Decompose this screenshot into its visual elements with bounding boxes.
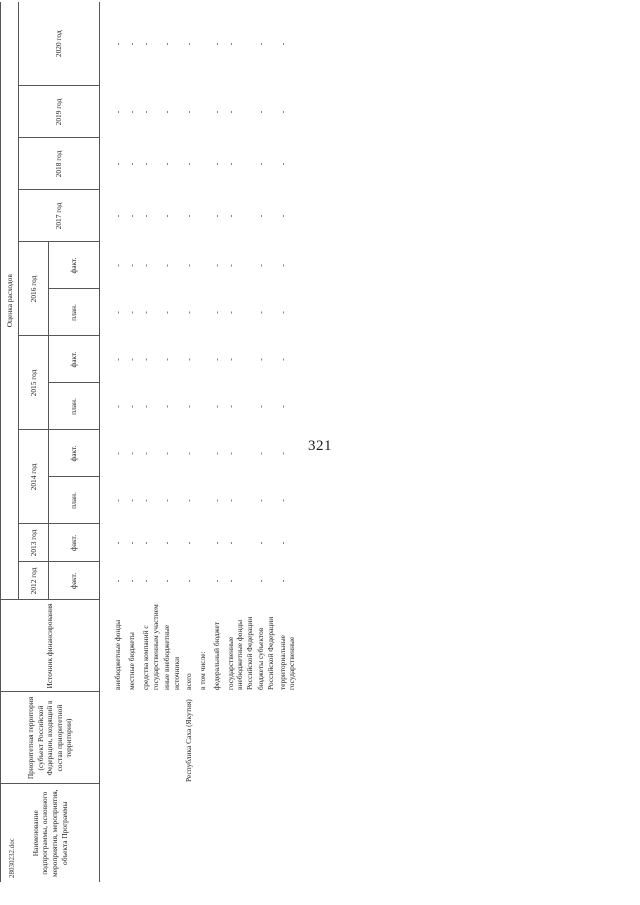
cell-value: - [113,162,122,166]
cell-value [197,289,211,336]
cell-value: - [113,579,122,583]
cell-value: - [113,358,122,361]
expenditure-estimate-table [0,2,298,882]
cell-program-name [140,784,161,882]
cell-program-name [112,784,126,882]
cell-value: - [256,452,266,455]
cell-value: - [277,358,287,361]
rotated-table-container [0,2,582,882]
table-row [211,2,225,882]
cell-value: - [256,214,266,218]
cell-value: - [256,311,266,314]
cell-value: - [256,42,266,46]
cell-value: - [211,311,221,314]
header-2015-plan: план. [49,383,100,430]
cell-value: - [277,214,287,218]
cell-value: - [141,579,150,583]
cell-value: - [225,405,235,408]
cell-value: - [162,42,172,46]
header-2016-plan: план. [49,289,100,336]
cell-value: - [183,214,193,218]
table-row [112,2,126,882]
header-year-2017: 2017 год [19,190,100,242]
cell-value [197,2,211,86]
cell-value: - [162,452,172,455]
header-program-name: Наименование подпрограммы, основного мероприятия, мероприятия, объекта Программы [1,784,100,882]
cell-value: - [277,162,287,166]
cell-value: - [183,311,193,314]
cell-value: - [141,214,150,218]
header-year-2015: 2015 год [19,336,49,430]
table-row [161,2,182,882]
cell-value [197,86,211,138]
table-header [1,2,100,882]
cell-value: - [211,452,221,455]
cell-value: - [211,42,221,46]
cell-priority-territory [197,692,211,784]
cell-value: - [162,311,172,314]
table-row [225,2,256,882]
cell-priority-territory [140,692,161,784]
cell-value [197,430,211,477]
cell-program-name [161,784,182,882]
cell-value: - [211,541,221,545]
cell-value: - [162,110,172,114]
cell-value: - [127,311,136,314]
cell-value: - [211,162,221,166]
header-2013-fact: факт. [49,524,100,562]
cell-value: - [225,110,235,114]
cell-value: - [183,264,193,267]
cell-value: - [141,264,150,267]
cell-value: - [113,311,122,314]
cell-value: - [211,110,221,114]
cell-value: - [256,162,266,166]
cell-value [197,138,211,190]
cell-funding-source: территориальные государственные [277,635,297,690]
cell-value: - [183,405,193,408]
cell-value: - [211,264,221,267]
cell-value: - [277,541,287,545]
cell-value: - [127,579,136,583]
cell-program-name [277,784,298,882]
cell-priority-territory [211,692,225,784]
cell-value: - [225,42,235,46]
cell-value: - [277,264,287,267]
cell-value: - [141,405,150,408]
header-2014-fact: факт. [49,430,100,477]
table-body [100,2,298,882]
cell-value: - [183,541,193,545]
cell-value: - [211,499,221,502]
header-expenditure-estimate: Оценка расходов [1,2,19,600]
cell-value: - [277,579,287,583]
cell-value: - [127,499,136,502]
cell-value: - [225,452,235,455]
cell-value: - [183,452,193,455]
cell-funding-source: бюджеты субъектов Российской Федерации [256,616,275,690]
table-row [140,2,161,882]
cell-priority-territory [161,692,182,784]
cell-value: - [113,452,122,455]
cell-value: - [127,42,136,46]
cell-value: - [183,499,193,502]
cell-value: - [127,162,136,166]
cell-value: - [162,214,172,218]
cell-value: - [141,42,150,46]
header-year-2020: 2020 год [19,2,100,86]
cell-value: - [256,264,266,267]
table-row [126,2,140,882]
cell-value: - [113,405,122,408]
cell-value: - [141,452,150,455]
cell-funding-source: внебюджетные фонды [113,619,122,690]
cell-value: - [127,541,136,545]
cell-value: - [277,42,287,46]
cell-value: - [256,499,266,502]
header-2016-fact: факт. [49,242,100,289]
cell-priority-territory [112,692,126,784]
cell-value: - [256,110,266,114]
header-year-2016: 2016 год [19,242,49,336]
cell-value: - [113,214,122,218]
cell-value: - [162,264,172,267]
cell-value: - [211,579,221,583]
cell-value [197,524,211,562]
cell-value: - [141,162,150,166]
cell-value: - [127,358,136,361]
cell-value [197,383,211,430]
cell-value: - [225,311,235,314]
cell-value: - [211,358,221,361]
cell-value: - [225,358,235,361]
cell-program-name [183,784,197,882]
cell-priority-territory [277,692,298,784]
cell-funding-source: федеральный бюджет [211,621,221,690]
cell-value: - [113,264,122,267]
cell-value: - [256,405,266,408]
cell-value: - [127,264,136,267]
spacer-row [100,2,113,882]
header-funding-source: Источник финансирования [1,600,100,692]
cell-value: - [183,579,193,583]
cell-value: - [256,358,266,361]
cell-value: - [162,579,172,583]
cell-value: - [141,110,150,114]
cell-value [197,562,211,600]
spacer-cell [100,2,113,882]
header-year-2013: 2013 год [19,524,49,562]
cell-value: - [225,162,235,166]
cell-value: - [113,541,122,545]
cell-value: - [113,499,122,502]
header-year-2018: 2018 год [19,138,100,190]
cell-value: - [211,214,221,218]
cell-value: - [162,541,172,545]
cell-value: - [225,499,235,502]
cell-funding-source: иные внебюджетные источники [162,624,181,690]
cell-value [197,190,211,242]
cell-value: - [183,110,193,114]
cell-value: - [141,541,150,545]
cell-value: - [225,579,235,583]
cell-value: - [162,358,172,361]
document-filename: 28030232.doc [8,838,16,878]
cell-funding-source: в том числе: [197,651,207,690]
cell-program-name [197,784,211,882]
cell-value: - [127,214,136,218]
table-row [197,2,211,882]
cell-value: - [277,311,287,314]
cell-funding-source: средства компаний с государственным участием [141,604,160,690]
cell-value: - [183,358,193,361]
cell-value: - [141,499,150,502]
cell-priority-territory [225,692,256,784]
header-year-2012: 2012 год [19,562,49,600]
cell-value: - [127,452,136,455]
cell-program-name [225,784,256,882]
header-2014-plan: план. [49,477,100,524]
cell-value: - [162,162,172,166]
cell-value: - [256,541,266,545]
cell-value: - [127,110,136,114]
cell-program-name [126,784,140,882]
table-row [183,2,197,882]
cell-value [197,242,211,289]
cell-priority-territory [126,692,140,784]
cell-value: - [225,214,235,218]
cell-program-name [255,784,276,882]
cell-value [197,477,211,524]
cell-funding-source: местные бюджеты [127,632,136,690]
cell-value: - [162,405,172,408]
cell-value: - [277,110,287,114]
cell-funding-source: всего [183,673,193,690]
cell-program-name [211,784,225,882]
cell-value: - [127,405,136,408]
page-number: 321 [308,438,332,454]
header-priority-territory: Приоритетная территория (субъект Российской Федерации, входящий в состав приоритетной территории) [1,692,100,784]
cell-value: - [211,405,221,408]
cell-value: - [225,541,235,545]
header-year-2019: 2019 год [19,86,100,138]
cell-priority-territory: Республика Саха (Якутия) [183,699,193,782]
cell-funding-source: государственные внебюджетные фонды Российской Федерации [225,616,254,690]
cell-value: - [225,264,235,267]
cell-value: - [113,42,122,46]
table-row [277,2,298,882]
cell-value: - [256,579,266,583]
table-row [255,2,276,882]
cell-value: - [183,42,193,46]
cell-priority-territory [255,692,276,784]
cell-value: - [183,162,193,166]
header-2015-fact: факт. [49,336,100,383]
cell-value: - [113,110,122,114]
cell-value: - [141,311,150,314]
header-year-2014: 2014 год [19,430,49,524]
cell-value: - [277,499,287,502]
cell-value: - [277,405,287,408]
cell-value: - [162,499,172,502]
header-2012-fact: факт. [49,562,100,600]
cell-value: - [277,452,287,455]
cell-value [197,336,211,383]
cell-value: - [141,358,150,361]
